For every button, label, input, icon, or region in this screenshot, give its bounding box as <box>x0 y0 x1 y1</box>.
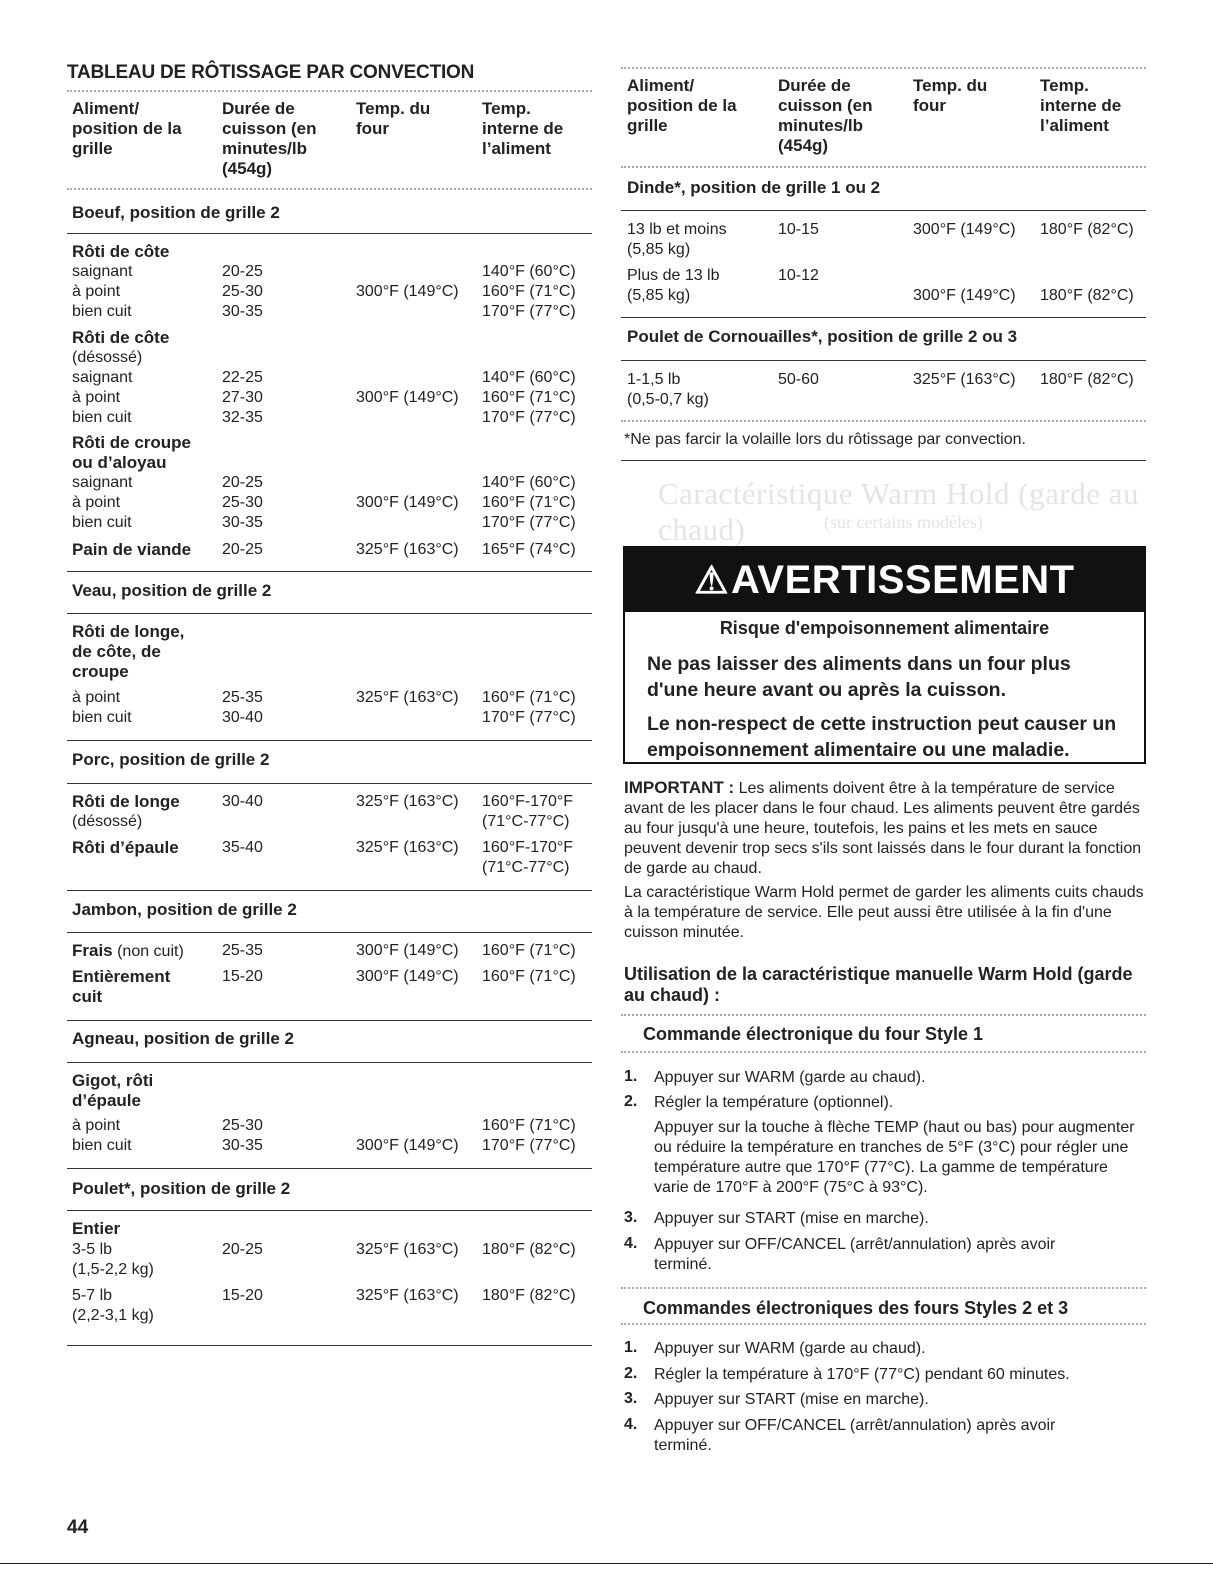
row-label: bien cuit <box>72 409 132 426</box>
col-header-temp-four: Temp. du four <box>356 99 431 138</box>
cell-duree: 30-35 <box>222 1137 263 1154</box>
cell-temp-four: 300°F (149°C) <box>356 283 459 300</box>
row-label: à point <box>72 689 121 706</box>
step-text: Appuyer sur OFF/CANCEL (arrêt/annulation) après avoir terminé. <box>654 1236 1056 1273</box>
step-number: 4. <box>624 1416 638 1433</box>
step-text: Régler la température (optionnel). <box>654 1094 894 1111</box>
cell-duree: 22-25 <box>222 369 263 386</box>
row-label: de côte, de <box>72 642 161 661</box>
cell-temp-four: 300°F (149°C) <box>356 1137 459 1154</box>
step-text: Appuyer sur WARM (garde au chaud). <box>654 1340 926 1357</box>
warning-consequence: Le non-respect de cette instruction peut causer un empoisonnement alimentaire ou une maladie. <box>647 713 1117 761</box>
row-label: Entier <box>72 1219 121 1238</box>
step-number: 2. <box>624 1365 638 1382</box>
divider <box>621 317 1146 318</box>
cell-duree: 25-35 <box>222 942 263 959</box>
warning-heading: AVERTISSEMENT <box>731 557 1075 602</box>
divider <box>621 1051 1146 1053</box>
important-paragraph: IMPORTANT : Les aliments doivent être à la température de service avant de les placer dans le four chaud. Les aliments peuvent être gardés au four jusqu'à une heure, toutefois, les pains et les mets en sauce peuvent devenir trop secs s'ils sont laissés dans le four durant la fonction de garde au chaud. <box>624 778 1142 877</box>
section-agneau: Agneau, position de grille 2 <box>72 1029 294 1048</box>
col-header-aliment: Aliment/ position de la grille <box>72 99 182 158</box>
cell-temp-four: 325°F (163°C) <box>356 541 459 558</box>
cell-duree: 15-20 <box>222 1287 263 1304</box>
row-label: Rôti d’épaule <box>72 838 179 857</box>
row-label: (5,85 kg) <box>627 241 691 258</box>
section-boeuf: Boeuf, position de grille 2 <box>72 203 280 222</box>
section-porc: Porc, position de grille 2 <box>72 750 270 769</box>
section-poulet: Poulet*, position de grille 2 <box>72 1179 291 1198</box>
cell-duree: 10-15 <box>778 221 819 238</box>
warning-box <box>623 546 1146 764</box>
row-label: saignant <box>72 474 133 491</box>
cell-temp-interne: 160°F (71°C) <box>482 942 576 959</box>
divider <box>67 1020 592 1021</box>
cell-temp-four: 300°F (149°C) <box>356 942 459 959</box>
cell-temp-interne: (71°C-77°C) <box>482 813 570 830</box>
cell-temp-interne: 180°F (82°C) <box>1040 371 1134 388</box>
divider <box>67 783 592 784</box>
col-header-temp-interne: Temp. interne de l’aliment <box>1040 76 1122 135</box>
divider <box>621 360 1146 361</box>
cell-temp-interne: 160°F (71°C) <box>482 283 576 300</box>
cell-temp-interne: 140°F (60°C) <box>482 474 576 491</box>
cell-temp-interne: 170°F (77°C) <box>482 409 576 426</box>
footer-rule <box>0 1563 1213 1564</box>
footnote: *Ne pas farcir la volaille lors du rôtissage par convection. <box>624 431 1026 448</box>
cell-duree: 25-30 <box>222 1117 263 1134</box>
row-label: Entièrement <box>72 967 171 986</box>
intro-paragraph: La caractéristique Warm Hold permet de garder les aliments cuits chauds à la température de service. Elle peut aussi être utilisée à la fin d'une cuisson minutée. <box>624 884 1144 941</box>
cell-duree: 32-35 <box>222 409 263 426</box>
step-number: 3. <box>624 1390 638 1407</box>
section-poulet-cornouailles: Poulet de Cornouailles*, position de grille 2 ou 3 <box>627 327 1018 346</box>
divider <box>621 460 1146 461</box>
row-label: à point <box>72 283 121 300</box>
row-label: bien cuit <box>72 709 132 726</box>
row-label: Rôti de longe <box>72 792 180 811</box>
cell-duree: 10-12 <box>778 267 819 284</box>
cell-temp-four: 300°F (149°C) <box>913 287 1016 304</box>
col-header-duree: Durée de cuisson (en minutes/lb (454g) <box>778 76 873 155</box>
cell-temp-interne: 140°F (60°C) <box>482 263 576 280</box>
row-label: (2,2-3,1 kg) <box>72 1307 154 1324</box>
step-number: 1. <box>624 1068 638 1085</box>
row-label: (1,5-2,2 kg) <box>72 1261 154 1278</box>
cell-duree: 25-30 <box>222 283 263 300</box>
cell-temp-four: 300°F (149°C) <box>356 494 459 511</box>
step-text: Appuyer sur OFF/CANCEL (arrêt/annulation) après avoir terminé. <box>654 1417 1056 1454</box>
row-label: 5-7 lb <box>72 1287 113 1304</box>
step-text: Appuyer sur WARM (garde au chaud). <box>654 1069 926 1086</box>
step-text: Régler la température à 170°F (77°C) pendant 60 minutes. <box>654 1366 1070 1383</box>
row-label: à point <box>72 494 121 511</box>
cell-duree: 30-40 <box>222 709 263 726</box>
divider <box>67 740 592 741</box>
divider <box>621 166 1146 168</box>
divider <box>621 67 1146 69</box>
row-label: Plus de 13 lb <box>627 267 720 284</box>
row-label: bien cuit <box>72 303 132 320</box>
row-label: ou d’aloyau <box>72 453 167 472</box>
divider <box>67 571 592 572</box>
row-label: Frais (non cuit) <box>72 941 184 960</box>
row-label: Rôti de longe, <box>72 622 185 641</box>
cell-temp-interne: 160°F (71°C) <box>482 494 576 511</box>
cell-temp-interne: 180°F (82°C) <box>482 1287 576 1304</box>
divider <box>621 1323 1146 1325</box>
cell-temp-interne: 180°F (82°C) <box>1040 221 1134 238</box>
col-header-temp-interne: Temp. interne de l’aliment <box>482 99 564 158</box>
step-number: 4. <box>624 1235 638 1252</box>
row-label: 3-5 lb <box>72 1241 113 1258</box>
divider <box>67 613 592 614</box>
cell-temp-four: 325°F (163°C) <box>356 793 459 810</box>
page-number: 44 <box>67 1517 89 1538</box>
cell-duree: 20-25 <box>222 474 263 491</box>
row-label: Rôti de côte <box>72 328 170 347</box>
section-dinde: Dinde*, position de grille 1 ou 2 <box>627 178 881 197</box>
step-text: Appuyer sur START (mise en marche). <box>654 1391 929 1408</box>
cell-temp-four: 325°F (163°C) <box>913 371 1016 388</box>
divider <box>67 1168 592 1169</box>
step-text: Appuyer sur START (mise en marche). <box>654 1210 929 1227</box>
row-label: à point <box>72 389 121 406</box>
cell-duree: 25-30 <box>222 494 263 511</box>
cell-temp-interne: 170°F (77°C) <box>482 514 576 531</box>
row-label: 13 lb et moins <box>627 221 727 238</box>
row-label: 1-1,5 lb <box>627 371 681 388</box>
row-label: (désossé) <box>72 349 143 366</box>
col-header-temp-four: Temp. du four <box>913 76 988 115</box>
step-number: 3. <box>624 1209 638 1226</box>
cell-temp-interne: 160°F (71°C) <box>482 689 576 706</box>
row-label: (5,85 kg) <box>627 287 691 304</box>
cell-temp-interne: 160°F-170°F <box>482 793 574 810</box>
col-header-duree: Durée de cuisson (en minutes/lb (454g) <box>222 99 317 178</box>
divider <box>67 90 592 92</box>
row-label: bien cuit <box>72 514 132 531</box>
cell-temp-interne: 165°F (74°C) <box>482 541 576 558</box>
row-label: Pain de viande <box>72 540 192 559</box>
cell-temp-four: 325°F (163°C) <box>356 1241 459 1258</box>
row-label: saignant <box>72 263 133 280</box>
cell-temp-four: 325°F (163°C) <box>356 1287 459 1304</box>
section-veau: Veau, position de grille 2 <box>72 581 272 600</box>
warning-instruction: Ne pas laisser des aliments dans un four plus d'une heure avant ou après la cuisson. <box>647 653 1071 701</box>
divider <box>67 890 592 891</box>
row-label: Rôti de côte <box>72 242 170 261</box>
warning-icon: ⚠ <box>694 559 729 602</box>
cell-temp-four: 300°F (149°C) <box>913 221 1016 238</box>
step-detail: Appuyer sur la touche à flèche TEMP (haut ou bas) pour augmenter ou réduire la température en tranches de 5°F (3°C) pour régler une température autre que 170°F (77°C). La gamme de température varie de 170°F à 200°F (75°C à 93°C). <box>654 1119 1135 1196</box>
cell-duree: 27-30 <box>222 389 263 406</box>
style1-heading: Commande électronique du four Style 1 <box>643 1024 984 1044</box>
row-label: (désossé) <box>72 813 143 830</box>
divider <box>67 1062 592 1063</box>
divider <box>67 1210 592 1211</box>
section-jambon: Jambon, position de grille 2 <box>72 900 297 919</box>
cell-temp-interne: 160°F (71°C) <box>482 1117 576 1134</box>
cell-temp-four: 325°F (163°C) <box>356 839 459 856</box>
cell-temp-interne: 180°F (82°C) <box>482 1241 576 1258</box>
cell-duree: 50-60 <box>778 371 819 388</box>
cell-temp-interne: 140°F (60°C) <box>482 369 576 386</box>
row-label: cuit <box>72 987 103 1006</box>
cell-duree: 20-25 <box>222 1241 263 1258</box>
row-label: à point <box>72 1117 121 1134</box>
row-label: (0,5-0,7 kg) <box>627 391 709 408</box>
cell-duree: 25-35 <box>222 689 263 706</box>
row-label: Gigot, rôti <box>72 1071 154 1090</box>
divider <box>621 1287 1146 1289</box>
cell-temp-interne: 180°F (82°C) <box>1040 287 1134 304</box>
col-header-aliment: Aliment/ position de la grille <box>627 76 737 135</box>
section-subtitle: (sur certains modèles) <box>824 512 983 532</box>
divider <box>621 1014 1146 1016</box>
cell-temp-interne: 170°F (77°C) <box>482 303 576 320</box>
page-title: TABLEAU DE RÔTISSAGE PAR CONVECTION <box>67 62 475 83</box>
cell-duree: 20-25 <box>222 263 263 280</box>
cell-duree: 20-25 <box>222 541 263 558</box>
cell-duree: 15-20 <box>222 968 263 985</box>
cell-duree: 30-40 <box>222 793 263 810</box>
row-label: croupe <box>72 662 129 681</box>
cell-temp-interne: 160°F (71°C) <box>482 968 576 985</box>
row-label: d’épaule <box>72 1091 141 1110</box>
cell-temp-interne: 160°F (71°C) <box>482 389 576 406</box>
row-label: Rôti de croupe <box>72 433 192 452</box>
divider <box>67 233 592 234</box>
step-number: 1. <box>624 1339 638 1356</box>
cell-temp-four: 300°F (149°C) <box>356 389 459 406</box>
section-title-warm-hold: Caractéristique Warm Hold (garde au chaud) <box>658 476 1139 547</box>
cell-duree: 30-35 <box>222 303 263 320</box>
cell-temp-four: 300°F (149°C) <box>356 968 459 985</box>
row-label: saignant <box>72 369 133 386</box>
cell-temp-interne: 170°F (77°C) <box>482 709 576 726</box>
cell-duree: 30-35 <box>222 514 263 531</box>
divider <box>67 932 592 933</box>
manual-heading: Utilisation de la caractéristique manuelle Warm Hold (garde au chaud) : <box>624 964 1133 1005</box>
warning-header <box>625 548 1144 612</box>
warning-risk: Risque d'empoisonnement alimentaire <box>719 618 1050 638</box>
cell-temp-interne: (71°C-77°C) <box>482 859 570 876</box>
divider <box>67 188 592 190</box>
divider <box>621 210 1146 211</box>
divider <box>621 420 1146 422</box>
divider <box>67 1345 592 1346</box>
style23-heading: Commandes électroniques des fours Styles 2 et 3 <box>643 1298 1069 1318</box>
cell-duree: 35-40 <box>222 839 263 856</box>
row-label: bien cuit <box>72 1137 132 1154</box>
cell-temp-four: 325°F (163°C) <box>356 689 459 706</box>
cell-temp-interne: 170°F (77°C) <box>482 1137 576 1154</box>
step-number: 2. <box>624 1093 638 1110</box>
cell-temp-interne: 160°F-170°F <box>482 839 574 856</box>
